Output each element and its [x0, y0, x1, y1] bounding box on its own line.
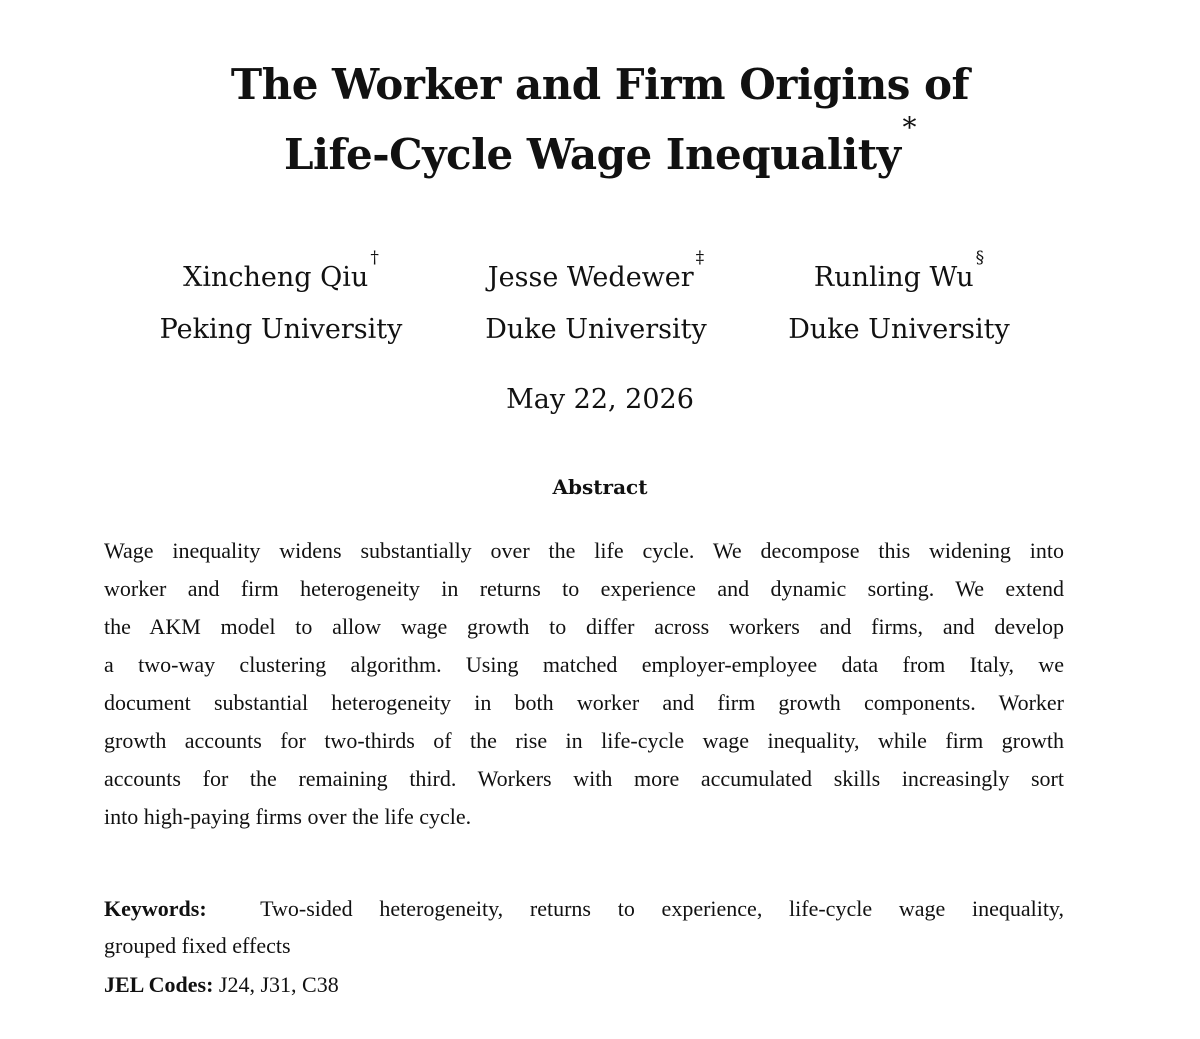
- author-footnote-mark[interactable]: §: [975, 248, 985, 268]
- title-line-2: [0, 111, 1200, 190]
- author-affiliation: Duke University: [485, 314, 707, 345]
- author-name: [485, 248, 706, 304]
- jel-codes: J24, J31, C38: [218, 972, 339, 997]
- author-name-text: Xincheng Qiu: [183, 262, 369, 293]
- abstract-line: the AKM model to allow wage growth to differ across workers and firms, and develop: [104, 614, 1064, 639]
- keywords-label: Keywords:: [104, 896, 207, 921]
- abstract-line: into high-paying firms over the life cycle.: [104, 804, 472, 829]
- abstract-line: accounts for the remaining third. Workers with more accumulated skills increasingly sort: [104, 766, 1064, 791]
- abstract-heading: Abstract: [552, 475, 648, 499]
- abstract-line: document substantial heterogeneity in both worker and firm growth components. Worker: [104, 690, 1064, 715]
- keywords-line-2: grouped fixed effects: [104, 933, 291, 958]
- author-name: [788, 248, 1009, 304]
- author-affiliation: Duke University: [788, 314, 1010, 345]
- keywords-block: [104, 890, 1064, 964]
- author-affiliation: Peking University: [159, 314, 403, 345]
- author-footnote-mark[interactable]: ‡: [695, 248, 705, 268]
- jel-codes-block: [104, 966, 1064, 1003]
- author-3: [788, 248, 1010, 356]
- author-2: [485, 248, 707, 356]
- author-1: [159, 248, 403, 356]
- keywords-line-1: [104, 890, 1064, 927]
- title-line-2-text: Life-Cycle Wage Inequality: [283, 130, 901, 179]
- author-name-text: Jesse Wedewer: [487, 262, 694, 293]
- author-block: [0, 248, 1200, 352]
- abstract-body: [104, 532, 1064, 836]
- abstract-line: Wage inequality widens substantially over the life cycle. We decompose this widening into: [104, 538, 1064, 563]
- title-line-1: The Worker and Firm Origins of: [230, 60, 970, 109]
- keywords-text: Two-sided heterogeneity, returns to experience, life-cycle wage inequality,: [260, 896, 1065, 921]
- abstract-line: worker and firm heterogeneity in returns to experience and dynamic sorting. We extend: [104, 576, 1064, 601]
- author-name-text: Runling Wu: [813, 262, 974, 293]
- paper-title: [0, 50, 1200, 190]
- jel-label: JEL Codes:: [104, 972, 214, 997]
- abstract-line: growth accounts for two-thirds of the rise in life-cycle wage inequality, while firm growth: [104, 728, 1064, 753]
- author-name: [160, 248, 403, 304]
- paper-date: May 22, 2026: [506, 384, 694, 415]
- author-footnote-mark[interactable]: †: [370, 248, 379, 268]
- abstract-line: a two-way clustering algorithm. Using matched employer-employee data from Italy, we: [104, 652, 1064, 677]
- title-footnote-mark[interactable]: *: [902, 111, 917, 144]
